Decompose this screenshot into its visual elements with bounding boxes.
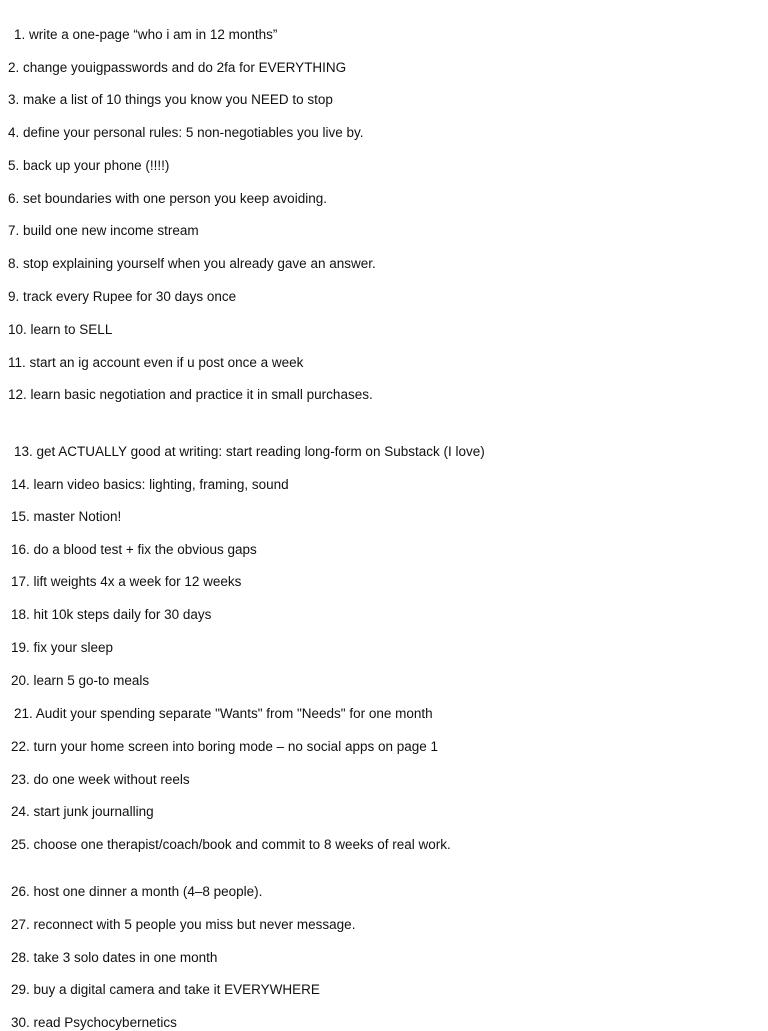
list-item: 9. track every Rupee for 30 days once (8, 289, 237, 304)
list-item: 11. start an ig account even if u post once a week (8, 355, 304, 370)
list-item: 13. get ACTUALLY good at writing: start reading long-form on Substack (I love) (14, 444, 485, 459)
list-item: 8. stop explaining yourself when you already gave an answer. (8, 256, 376, 271)
list-item: 19. fix your sleep (11, 640, 114, 655)
list-item: 20. learn 5 go-to meals (11, 673, 150, 688)
list-item: 21. Audit your spending separate "Wants" from "Needs" for one month (14, 706, 433, 721)
list-item: 7. build one new income stream (8, 223, 199, 238)
list-item: 3. make a list of 10 things you know you NEED to stop (8, 92, 333, 107)
list-item: 18. hit 10k steps daily for 30 days (11, 607, 212, 622)
list-item: 1. write a one-page “who i am in 12 months” (14, 27, 278, 42)
list-item: 25. choose one therapist/coach/book and commit to 8 weeks of real work. (11, 837, 451, 852)
list-item: 30. read Psychocybernetics (11, 1015, 177, 1030)
list-item: 16. do a blood test + fix the obvious gaps (11, 542, 257, 557)
list-item: 23. do one week without reels (11, 772, 190, 787)
list-item: 26. host one dinner a month (4–8 people). (11, 884, 263, 899)
list-item: 6. set boundaries with one person you keep avoiding. (8, 191, 327, 206)
list-item: 12. learn basic negotiation and practice it in small purchases. (8, 387, 373, 402)
list-item: 5. back up your phone (!!!!) (8, 158, 170, 173)
list-item: 29. buy a digital camera and take it EVERYWHERE (11, 982, 320, 997)
list-item: 24. start junk journalling (11, 804, 154, 819)
list-item: 28. take 3 solo dates in one month (11, 950, 218, 965)
list-item: 22. turn your home screen into boring mode – no social apps on page 1 (11, 739, 439, 754)
list-item: 2. change youigpasswords and do 2fa for EVERYTHING (8, 60, 347, 75)
list-item: 10. learn to SELL (8, 322, 113, 337)
list-item: 14. learn video basics: lighting, framing, sound (11, 477, 289, 492)
list-item: 15. master Notion! (11, 509, 122, 524)
list-item: 17. lift weights 4x a week for 12 weeks (11, 574, 242, 589)
list-item: 27. reconnect with 5 people you miss but never message. (11, 917, 356, 932)
list-item: 4. define your personal rules: 5 non-negotiables you live by. (8, 125, 364, 140)
